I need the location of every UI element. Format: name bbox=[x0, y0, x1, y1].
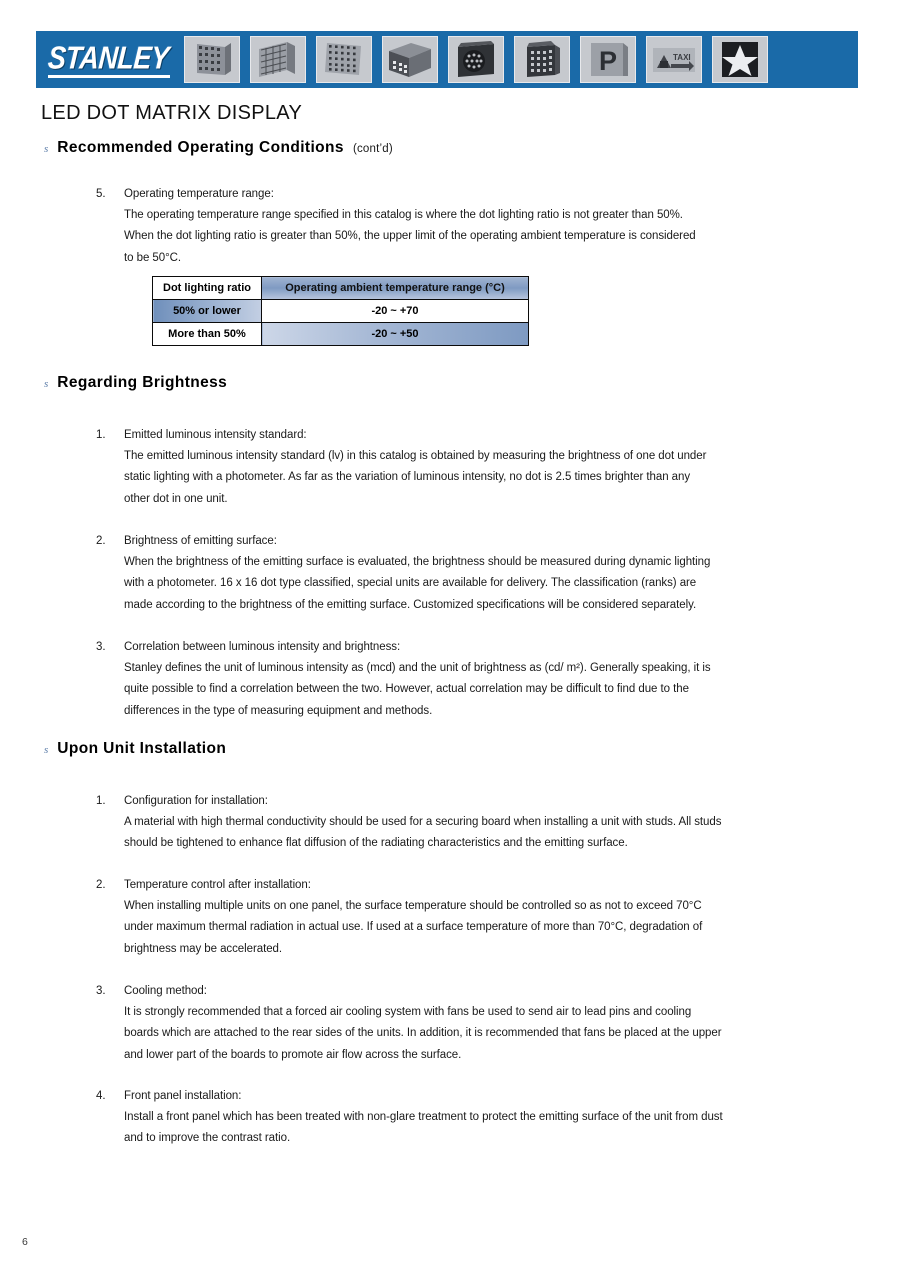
stanley-logo-text: STANLEY bbox=[46, 39, 170, 75]
list-item-number: 2. bbox=[96, 879, 106, 891]
list-item-line: brightness may be accelerated. bbox=[124, 942, 283, 955]
section-heading-regarding-brightness bbox=[44, 374, 227, 392]
list-item-line: quite possible to find a correlation between the two. However, actual correlation may be difficult to find due to the bbox=[124, 683, 689, 696]
list-item-body bbox=[124, 425, 706, 510]
taxi-sign-icon bbox=[646, 36, 702, 83]
list-item bbox=[96, 981, 856, 1066]
list-item-line: boards which are attached to the rear sides of the units. In addition, it is recommended that fans be placed at the upper bbox=[124, 1027, 722, 1040]
list-item-line: When installing multiple units on one panel, the surface temperature should be controlled so as not to exceed 70°C bbox=[124, 900, 702, 913]
list-item bbox=[96, 531, 856, 616]
table-cell-ratio: More than 50% bbox=[153, 323, 262, 346]
list-item-line: to be 50°C. bbox=[124, 251, 182, 264]
list-item-body bbox=[124, 981, 722, 1066]
table-row bbox=[153, 323, 529, 346]
section-title: Upon Unit Installation bbox=[57, 740, 227, 757]
led-panel-angled-icon bbox=[250, 36, 306, 83]
list-item bbox=[96, 425, 856, 510]
list-item-line: The operating temperature range specified in this catalog is where the dot lighting ratio is not greater than 50%. bbox=[124, 209, 683, 222]
list-item-line: Install a front panel which has been treated with non-glare treatment to protect the emitting surface of the unit from dust bbox=[124, 1111, 723, 1124]
stanley-logo bbox=[42, 36, 174, 83]
table-row bbox=[153, 300, 529, 323]
star-display-icon bbox=[712, 36, 768, 83]
list-item-title: Front panel installation: bbox=[124, 1090, 242, 1102]
list-item-title: Emitted luminous intensity standard: bbox=[124, 429, 307, 441]
page-number: 6 bbox=[22, 1236, 28, 1248]
list-item-title: Temperature control after installation: bbox=[124, 879, 311, 891]
header-banner bbox=[36, 31, 858, 88]
list-item-line: static lighting with a photometer. As far as the variation of luminous intensity, no dot is 2.5 times brighter than any bbox=[124, 471, 691, 484]
list-item-number: 5. bbox=[96, 188, 106, 200]
section-title: Recommended Operating Conditions bbox=[57, 139, 344, 156]
list-item-title: Brightness of emitting surface: bbox=[124, 535, 277, 547]
list-item-number: 3. bbox=[96, 985, 106, 997]
list-item-line: and lower part of the boards to promote air flow across the surface. bbox=[124, 1048, 462, 1061]
list-item-line: and to improve the contrast ratio. bbox=[124, 1132, 291, 1145]
list-item bbox=[96, 1086, 856, 1150]
list-item-line: It is strongly recommended that a forced air cooling system with fans be used to send air to lead pins and cooling bbox=[124, 1006, 692, 1019]
list-item-line: under maximum thermal radiation in actual use. If used at a surface temperature of more than 70°C, degradation of bbox=[124, 921, 703, 934]
list-item-line: differences in the type of measuring equipment and methods. bbox=[124, 704, 433, 717]
list-item-title: Correlation between luminous intensity and brightness: bbox=[124, 641, 401, 653]
list-item-line: Stanley defines the unit of luminous intensity as (mcd) and the unit of brightness as (cd/ m²). Generally speaking, it is bbox=[124, 662, 711, 675]
table-header-cell-range: Operating ambient temperature range (°C) bbox=[262, 277, 529, 300]
section-heading-upon-unit-installation bbox=[44, 740, 226, 758]
list-item-line: The emitted luminous intensity standard (lv) in this catalog is obtained by measuring the brightness of one dot under bbox=[124, 450, 707, 463]
table-cell-range: -20 ~ +70 bbox=[262, 300, 529, 323]
table-cell-ratio: 50% or lower bbox=[153, 300, 262, 323]
led-traffic-module-icon bbox=[514, 36, 570, 83]
list-item bbox=[96, 184, 856, 269]
list-item-line: made according to the brightness of the emitting surface. Customized specifications will be considered separately. bbox=[124, 598, 697, 611]
section-bullet-icon: s bbox=[44, 378, 49, 390]
list-item-body bbox=[124, 637, 711, 722]
list-item-body bbox=[124, 531, 710, 616]
list-item-line: with a photometer. 16 x 16 dot type classified, special units are available for delivery. The classification (ranks) are bbox=[124, 577, 697, 590]
list-item-title: Cooling method: bbox=[124, 985, 207, 997]
operating-temperature-table bbox=[152, 276, 529, 346]
led-dot-matrix-module-icon bbox=[184, 36, 240, 83]
list-item-body bbox=[124, 791, 721, 855]
led-dot-matrix-grid-icon bbox=[316, 36, 372, 83]
list-item-body bbox=[124, 875, 702, 960]
list-item-body bbox=[124, 184, 696, 269]
list-item-number: 4. bbox=[96, 1090, 106, 1102]
list-item bbox=[96, 637, 856, 722]
section-bullet-icon: s bbox=[44, 143, 49, 155]
led-display-block-icon bbox=[382, 36, 438, 83]
list-item-number: 3. bbox=[96, 641, 106, 653]
section-bullet-icon: s bbox=[44, 744, 49, 756]
list-item-number: 1. bbox=[96, 795, 106, 807]
section-heading-recommended-operating-conditions bbox=[44, 139, 393, 157]
page-title: LED DOT MATRIX DISPLAY bbox=[41, 102, 303, 124]
table-header-row bbox=[153, 277, 529, 300]
list-item-body bbox=[124, 1086, 723, 1150]
parking-sign-p-icon bbox=[580, 36, 636, 83]
list-item-number: 1. bbox=[96, 429, 106, 441]
list-item-line: When the brightness of the emitting surface is evaluated, the brightness should be measured during dynamic lighting bbox=[124, 556, 711, 569]
list-item-line: should be tightened to enhance flat diffusion of the radiating characteristics and the emitting surface. bbox=[124, 837, 628, 850]
header-banner-content bbox=[36, 31, 858, 88]
table-cell-range: -20 ~ +50 bbox=[262, 323, 529, 346]
table-header-cell-ratio: Dot lighting ratio bbox=[153, 277, 262, 300]
list-item-line: When the dot lighting ratio is greater than 50%, the upper limit of the operating ambient temperature is considered bbox=[124, 230, 696, 243]
list-item bbox=[96, 791, 856, 855]
list-item-title: Configuration for installation: bbox=[124, 795, 268, 807]
list-item-line: A material with high thermal conductivity should be used for a securing board when installing a unit with studs. All studs bbox=[124, 816, 722, 829]
svg-text:TAXI: TAXI bbox=[673, 53, 691, 62]
section-title-suffix: (cont’d) bbox=[352, 143, 393, 155]
led-cluster-lamp-icon bbox=[448, 36, 504, 83]
list-item-line: other dot in one unit. bbox=[124, 492, 228, 505]
svg-text:P: P bbox=[599, 46, 618, 76]
list-item-title: Operating temperature range: bbox=[124, 188, 274, 200]
section-title: Regarding Brightness bbox=[57, 374, 228, 391]
list-item-number: 2. bbox=[96, 535, 106, 547]
list-item bbox=[96, 875, 856, 960]
